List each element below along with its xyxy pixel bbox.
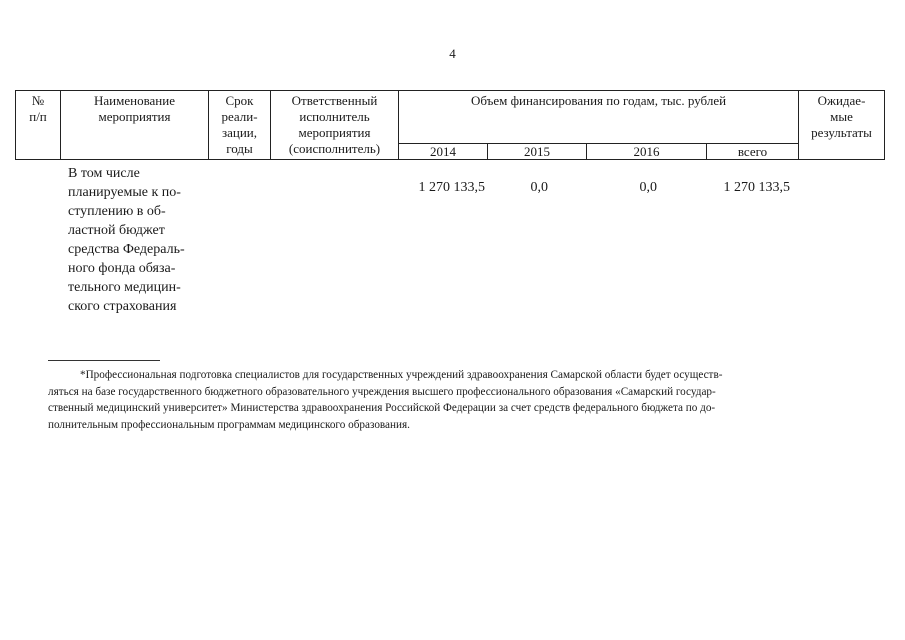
header-results: Ожидае- мые результаты xyxy=(811,93,872,140)
footnote-line: *Профессиональная подготовка специалистов для государственных учреждений здравоохранения Самарской области будет осуществ- xyxy=(80,369,723,381)
header-name: Наименование мероприятия xyxy=(94,93,175,124)
row-name: В том числе планируемые к по- ступлению в об- ластной бюджет средства Федераль- ного фонда обяза- тельного медицин- ского страхования xyxy=(68,166,185,314)
header-total: всего xyxy=(737,144,768,159)
value-2016: 0,0 xyxy=(639,180,657,195)
value-total: 1 270 133,5 xyxy=(723,180,790,195)
footnote xyxy=(48,367,856,433)
header-num: № п/п xyxy=(29,93,47,124)
footnote-line: ственный медицинский университет» Министерства здравоохранения Российской Федерации за счет средств федерального бюджета по до- xyxy=(48,402,716,414)
footnote-line: полнительным профессиональным программам медицинского образования. xyxy=(48,418,410,431)
value-2015: 0,0 xyxy=(530,180,548,195)
value-2014: 1 270 133,5 xyxy=(418,180,485,195)
table-top-border xyxy=(15,90,885,91)
header-executor: Ответственный исполнитель мероприятия (соисполнитель) xyxy=(288,93,381,156)
col-border-9 xyxy=(884,90,885,160)
header-year-2016: 2016 xyxy=(633,144,660,159)
footnote-line: ляться на базе государственного бюджетного образовательного учреждения высшего профессионального образования «Самарский государ- xyxy=(48,385,716,398)
page-number: 4 xyxy=(449,46,456,61)
header-term: Срок реали- зации, годы xyxy=(221,93,258,156)
header-year-2014: 2014 xyxy=(430,144,456,159)
header-funding-title: Объем финансирования по годам, тыс. рублей xyxy=(470,93,727,108)
header-year-2015: 2015 xyxy=(524,144,550,159)
footnote-divider xyxy=(48,360,160,361)
